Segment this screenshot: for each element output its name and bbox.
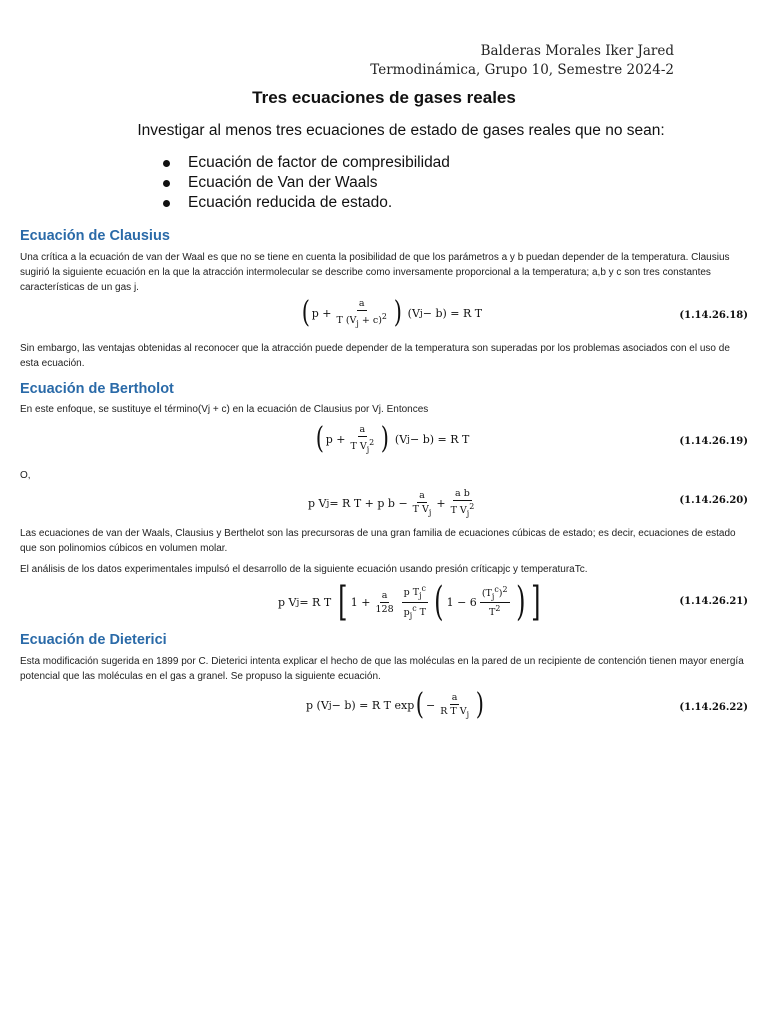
- list-item: Ecuación de Van der Waals: [160, 173, 450, 193]
- exclusion-list: [160, 153, 450, 213]
- dieterici-section: [20, 632, 750, 684]
- bullet-icon: [163, 200, 170, 207]
- equation-number: (1.14.26.22): [679, 702, 748, 713]
- equation-number: (1.14.26.21): [679, 596, 748, 607]
- author-name: Balderas Morales Iker Jared: [480, 43, 674, 59]
- equation-number: (1.14.26.20): [679, 495, 748, 506]
- equation-number: (1.14.26.19): [679, 436, 748, 447]
- clausius-conclusion: [20, 341, 750, 371]
- bertholot-section: [20, 381, 750, 417]
- or-text: O,: [20, 470, 31, 481]
- bertholot-paragraph-2: Las ecuaciones de van der Waals, Clausius y Berthelot son las precursoras de una gran familia de ecuaciones cúbicas de estado; es decir, ecuaciones de estado que son polinomios cúbicos en volumen molar.: [20, 528, 736, 554]
- equation-bertholot-1: ( p + $\frac{a}{T V_j^2}$ ) (V j − b) = R T (1.14.26.19): [315, 421, 748, 457]
- bertholot-paragraph: En este enfoque, se sustituye el término(Vj + c) en la ecuación de Clausius por Vj. Entonces: [20, 404, 429, 415]
- equation-number: (1.14.26.18): [679, 310, 748, 321]
- list-item: Ecuación de factor de compresibilidad: [160, 153, 450, 173]
- section-heading-bertholot: Ecuación de Bertholot: [20, 381, 174, 397]
- clausius-paragraph: Una crítica a la ecuación de van der Waal es que no se tiene en cuenta la posibilidad de que los parámetros a y b puedan depender de la temperatura. Clausius sugirió la siguiente ecuación en la que la atracción intermolecular se describe como inversamente proporcional a la temperatura; a,b y c son tres constantes características de un gas j.: [20, 252, 730, 293]
- document-header: [370, 42, 674, 80]
- page-title: Tres ecuaciones de gases reales: [252, 88, 516, 107]
- equation-bertholot-3: p V j = R T [ 1 + $\frac{a}{128}$ $\frac{p T_j^c}{p_j^c T}$ ( 1 − 6 $\frac{(T_j^c)^2}{T^2}$ ) ] (1.14.26.21): [278, 579, 748, 625]
- clausius-section: [20, 228, 750, 295]
- intro-text: Investigar al menos tres ecuaciones de estado de gases reales que no sean:: [137, 122, 665, 139]
- equation-clausius: ( p + $\frac{a}{T (V_j + c)^2}$ ) (V j − b) = R T (1.14.26.18): [301, 295, 748, 331]
- cubic-equations-text: [20, 526, 750, 577]
- course-info: Termodinámica, Grupo 10, Semestre 2024-2: [370, 62, 674, 78]
- clausius-paragraph-2: Sin embargo, las ventajas obtenidas al reconocer que la atracción puede depender de la temperatura son superadas por los problemas asociados con el uso de esta ecuación.: [20, 343, 730, 369]
- bertholot-paragraph-3: El análisis de los datos experimentales impulsó el desarrollo de la siguiente ecuación usando presión críticapjc y temperaturaTc.: [20, 564, 588, 575]
- section-heading-clausius: Ecuación de Clausius: [20, 228, 170, 244]
- equation-bertholot-2: p V j = R T + p b − $\frac{a}{T V_j}$ + $\frac{\text{a b}}{T V_j^2}$ (1.14.26.20): [308, 488, 748, 519]
- bullet-icon: [163, 160, 170, 167]
- equation-dieterici: p (V j − b) = R T exp ( − $\frac{a}{R T V_j}$ ) (1.14.26.22): [306, 687, 748, 722]
- section-heading-dieterici: Ecuación de Dieterici: [20, 632, 167, 648]
- list-item: Ecuación reducida de estado.: [160, 193, 450, 213]
- dieterici-paragraph: Esta modificación sugerida en 1899 por C. Dieterici intenta explicar el hecho de que las moléculas en la pared de un recipiente de contención tienen mayor energía potencial que las moléculas en el gas a granel. Se propuso la siguiente ecuación.: [20, 656, 744, 682]
- bullet-icon: [163, 180, 170, 187]
